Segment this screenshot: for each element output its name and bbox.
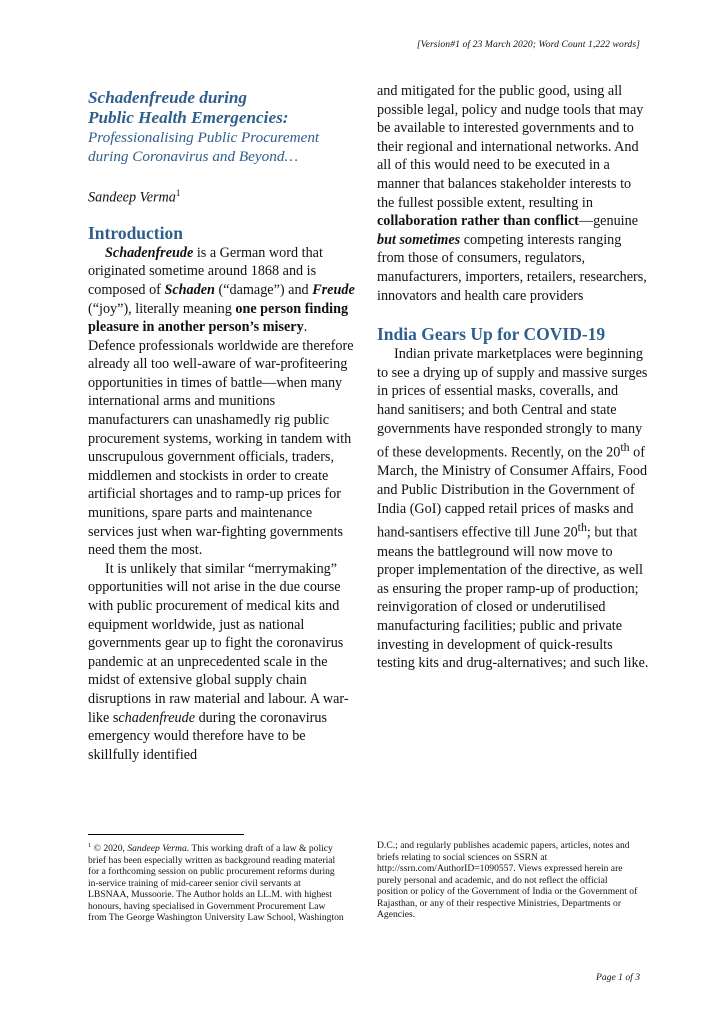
subtitle-line1: Professionalising Public Procurement [88,129,320,146]
footnote-left: $^1$ © 2020, Sandeep Verma. This working draft of a law & policy brief has been especially written as background reading material for a forthcoming session on public procurement reforms during in-service training of mid-career senior civil servants at LBSNAA, Mussoorie. The Author holds an LL.M. with highest honours, having specialised in Government Procurement Law from The George Washington University Law School, Washington [88,842,344,924]
title-emphasis: Schadenfreude [88,88,195,107]
author-name: Sandeep Verma [88,189,176,206]
title-line1-rest: during [194,88,248,107]
right-column [377,82,649,673]
left-column [88,82,358,764]
intro-paragraph-2: It is unlikely that similar “merrymaking” opportunities will not arise in the due course with public procurement of medical kits and equipment worldwide, just as national governments gear up to fight the coronavirus pandemic at an unprecedented scale in the midst of extensive global supply chain disruptions in raw material and labour. A war-like schadenfreude during the coronavirus emergency would therefore have to be skillfully identified [88,560,349,763]
paper-title [88,88,358,128]
author-line [88,184,358,207]
subtitle-line2: during Coronavirus and Beyond… [88,148,298,165]
paper-subtitle [88,128,358,166]
intro-paragraph-1: Schadenfreude is a German word that originated sometime around 1868 and is composed of Schaden (“damage”) and Freude (“joy”), literally meaning one person finding pleasure in another person’s misery. Defence professionals worldwide are therefore already all too well-aware of war-profiteering opportunities in times of battle—when many international arms and munitions manufacturers can unashamedly rig public procurement systems, working in tandem with unscrupulous government officials, traders, middlemen and stockists in order to create artificial shortages and to ramp-up prices for munitions, spare parts and maintenance services just when war-fighting governments need them the most. [88,244,355,559]
title-line2: Public Health Emergencies: [88,108,289,127]
heading-india-covid: India Gears Up for COVID-19 [377,324,606,345]
page-number: Page 1 of 3 [596,972,640,983]
footnote-right: D.C.; and regularly publishes academic papers, articles, notes and briefs relating to social sciences on SSRN at http://ssrn.com/AuthorID=1090557. Views expressed herein are purely personal and academic, and do not reflect the official position or policy of the Government of India or the Government of Rajasthan, or any of their respective Ministries, Departments or Agencies. [377,840,638,920]
intro-paragraph-2-continued: and mitigated for the public good, using all possible legal, policy and nudge tools that may be available to interested governments and to their regional and international networks. And all of this would need to be executed in a manner that balances stakeholder interests to the fullest possible extent, resulting in collaboration rather than conflict—genuine but sometimes competing interests ranging from those of consumers, regulators, manufacturers, importers, retailers, researchers, innovators and health care providers [377,83,647,304]
heading-introduction: Introduction [88,222,183,243]
india-paragraph: Indian private marketplaces were beginning to see a drying up of supply and massive surges in prices of essential masks, coveralls, and hand sanitisers; and both Central and state governments have responded strongly to many of these developments. Recently, on the 20th of March, the Ministry of Consumer Affairs, Food and Public Distribution in the Government of India (GoI) capped retail prices of masks and hand-santisers effective till June 20th; but that means the battleground will now move to proper implementation of the directive, as well as ensuring the proper ramp-up of production; reinvigoration of closed or underutilised manufacturing facilities; public and private investing in development of quick-results testing kits and drug-alternatives; and such like. [377,346,649,672]
running-header: [Version#1 of 23 March 2020; Word Count 1,222 words] [416,39,640,50]
footnote-separator [88,834,244,835]
footnote-ref[interactable]: 1 [175,188,181,198]
